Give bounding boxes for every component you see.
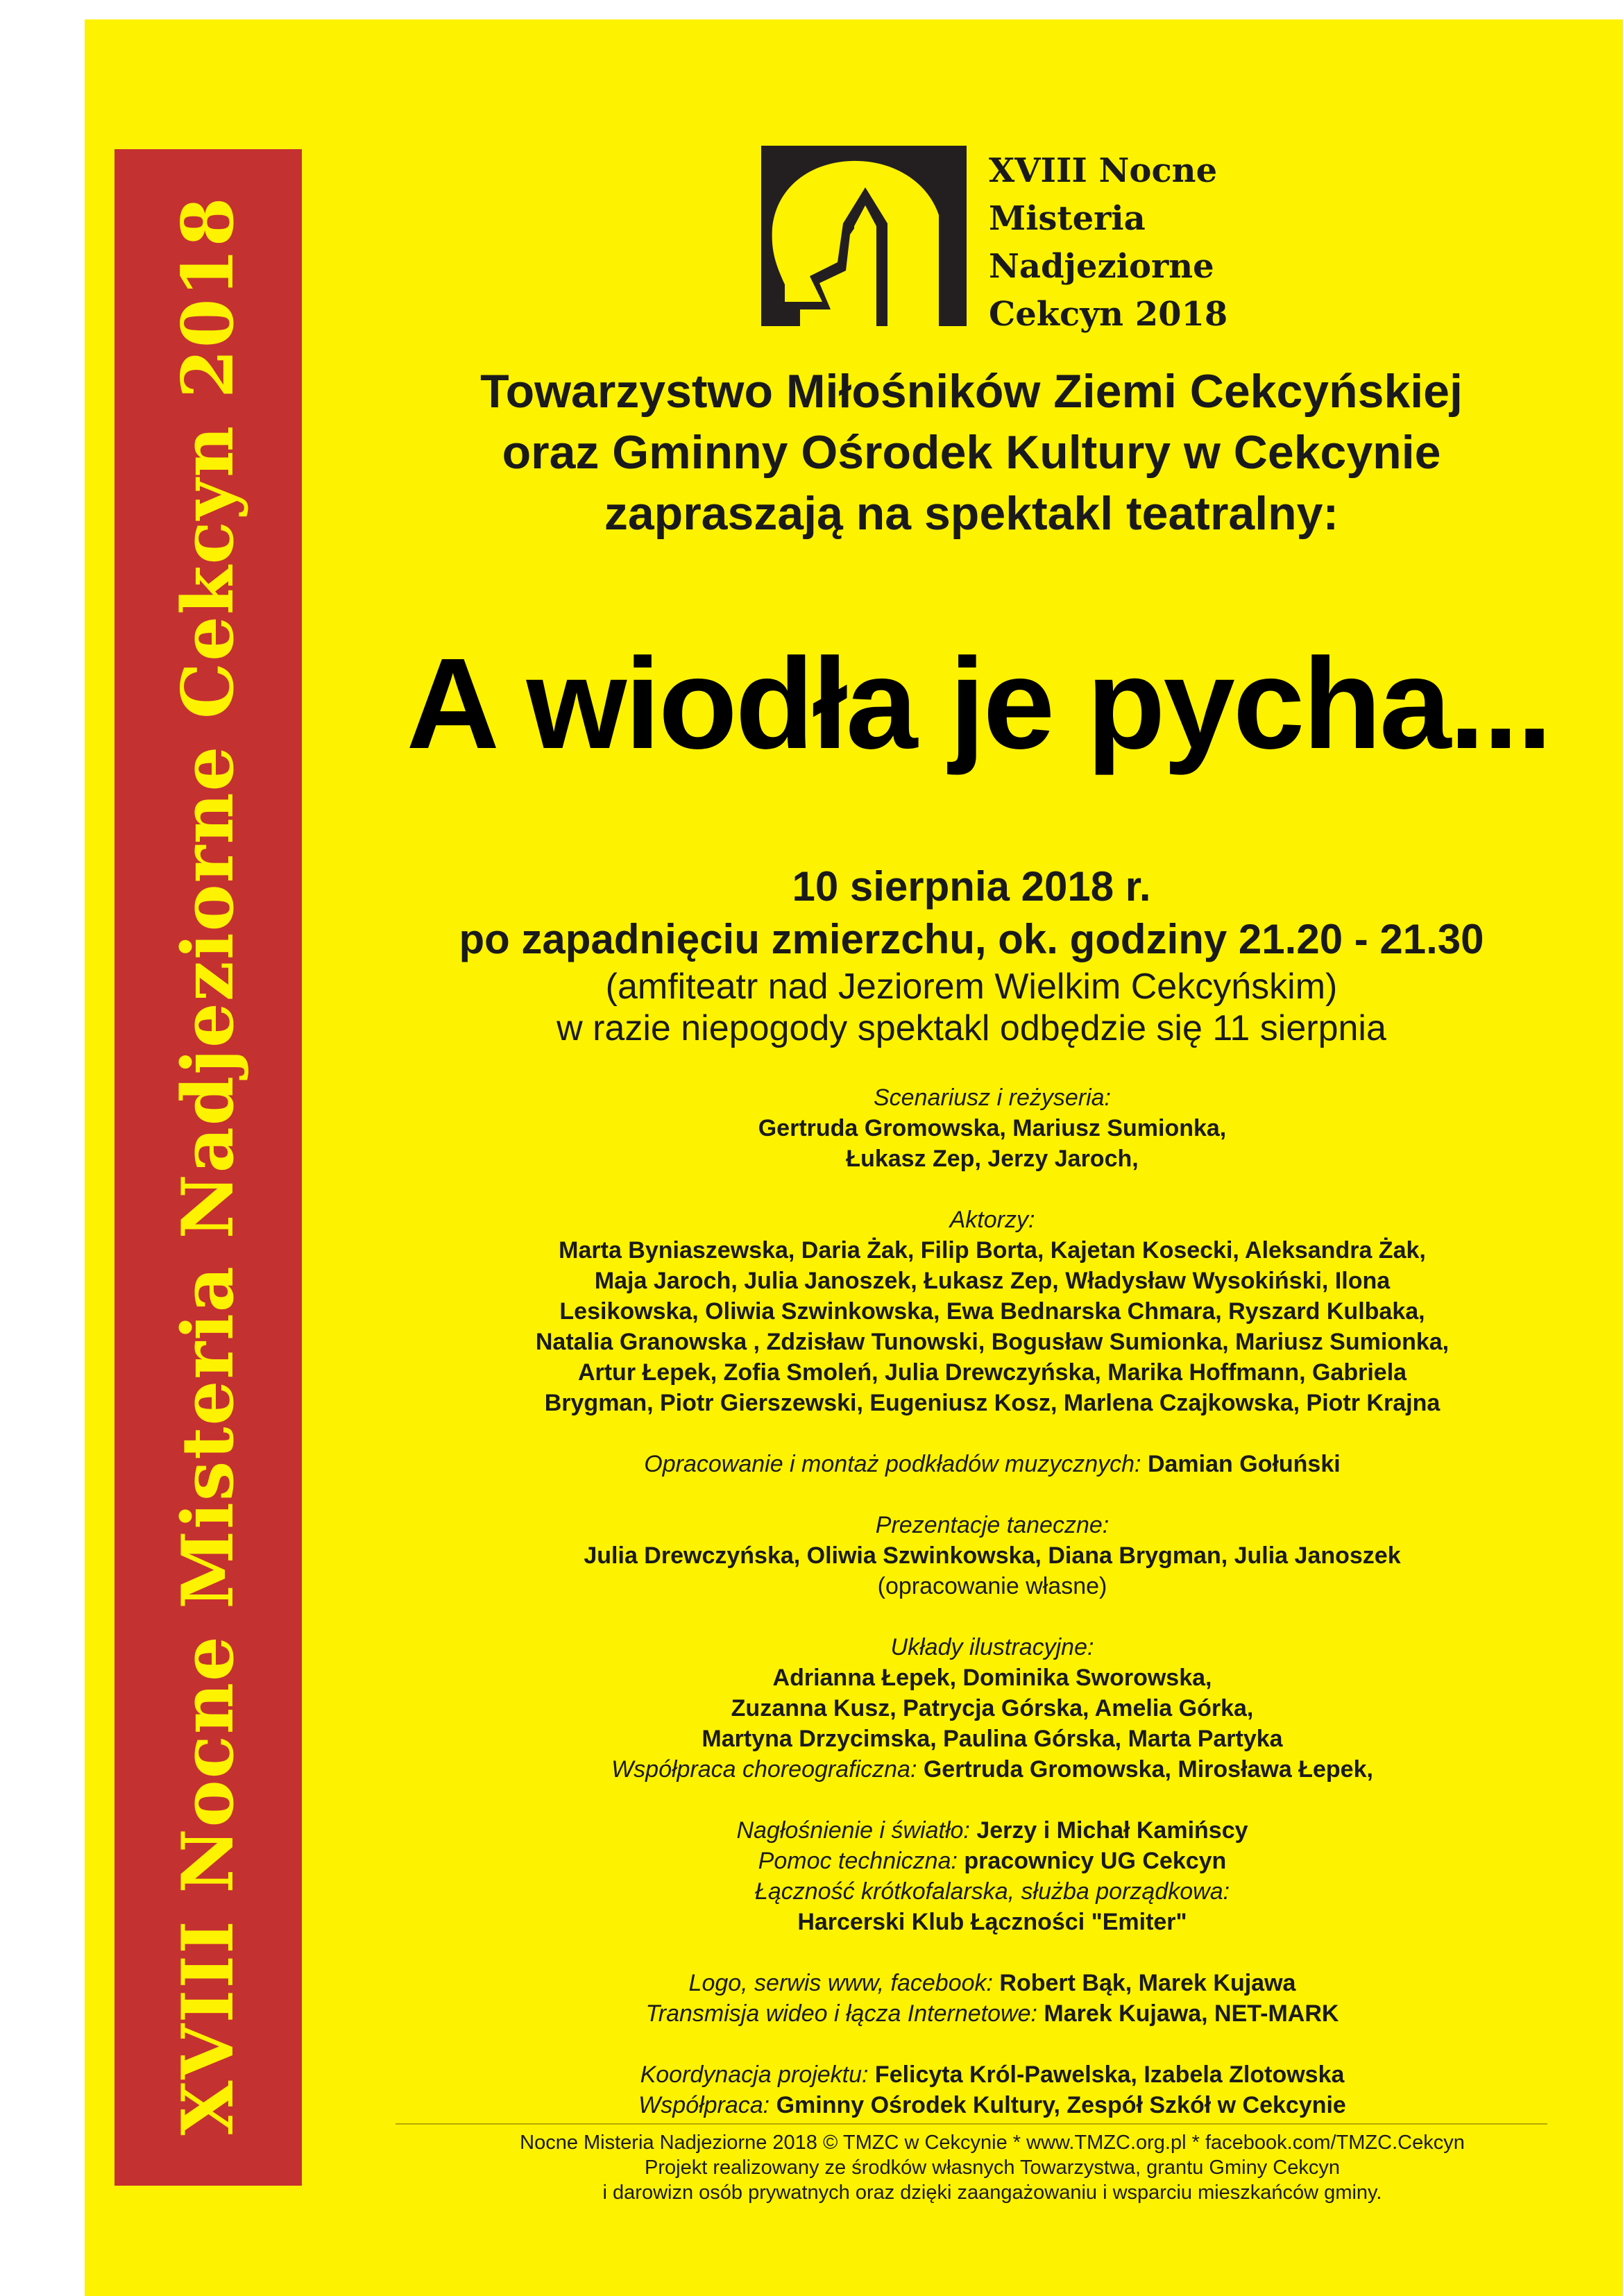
actors-line: Marta Byniaszewska, Daria Żak, Filip Borta, Kajetan Kosecki, Aleksandra Żak, — [559, 1237, 1426, 1264]
illus-line: Zuzanna Kusz, Patrycja Górska, Amelia Górka, — [731, 1695, 1254, 1721]
actors-line: Natalia Granowska , Zdzisław Tunowski, Bogusław Sumionka, Mariusz Sumionka, — [535, 1329, 1450, 1355]
music-label: Opracowanie i montaż podkładów muzycznych: — [644, 1451, 1141, 1477]
script-line-2: Łukasz Zep, Jerzy Jaroch, — [846, 1146, 1139, 1172]
sound-names: Jerzy i Michał Kamińscy — [976, 1817, 1248, 1844]
radio-names: Harcerski Klub Łączności "Emiter" — [797, 1909, 1187, 1935]
coord-label: Koordynacja projektu: — [640, 2061, 869, 2088]
logo-credit-label: Logo, serwis www, facebook: — [688, 1970, 993, 1996]
event-date: 10 sierpnia 2018 r. — [792, 863, 1151, 910]
music-name: Damian Gołuński — [1147, 1451, 1341, 1477]
coop-label: Współpraca: — [638, 2092, 770, 2118]
tech-label: Pomoc techniczna: — [758, 1848, 958, 1874]
logo-credit-names: Robert Bąk, Marek Kujawa — [999, 1970, 1296, 1996]
logo-line-3: Nadjeziorne — [989, 247, 1214, 286]
dance-names: Julia Drewczyńska, Oliwia Szwinkowska, Diana Brygman, Julia Janoszek — [584, 1542, 1401, 1569]
credits-block — [389, 1082, 1596, 2120]
event-time: po zapadnięciu zmierzchu, ok. godziny 21.20 - 21.30 — [459, 916, 1484, 962]
radio-label: Łączność krótkofalarska, służba porządkowa: — [754, 1878, 1230, 1905]
intro-line-1: Towarzystwo Miłośników Ziemi Cekcyńskiej — [480, 365, 1463, 418]
logo-line-4: Cekcyn 2018 — [989, 295, 1228, 334]
illus-line: Martyna Drzycimska, Paulina Górska, Marta Partyka — [702, 1726, 1283, 1752]
actors-line: Lesikowska, Oliwia Szwinkowska, Ewa Bednarska Chmara, Ryszard Kulbaka, — [559, 1298, 1425, 1325]
actors-line: Artur Łepek, Zofia Smoleń, Julia Drewczyńska, Marika Hoffmann, Gabriela — [577, 1359, 1407, 1386]
sidebar-title: XVIII Nocne Misteria Nadjeziorne Cekcyn 2018 — [167, 196, 250, 2136]
sound-label: Nagłośnienie i światło: — [736, 1817, 970, 1844]
footer-line-2: Projekt realizowany ze środków własnych Towarzystwa, grantu Gminy Cekcyn — [645, 2157, 1340, 2179]
event-info — [361, 860, 1582, 1049]
show-title: A wiodła je pycha... — [406, 632, 1551, 776]
logo-text — [989, 147, 1227, 339]
intro-block — [361, 361, 1582, 544]
logo-line-1: XVIII Nocne — [989, 151, 1218, 190]
dance-label: Prezentacje taneczne: — [875, 1512, 1110, 1538]
actors-label: Aktorzy: — [949, 1207, 1035, 1233]
script-line-1: Gertruda Gromowska, Mariusz Sumionka, — [758, 1115, 1227, 1141]
logo-line-2: Misteria — [989, 199, 1146, 238]
footer-divider — [396, 2123, 1547, 2125]
dance-note: (opracowanie własne) — [877, 1573, 1107, 1599]
video-names: Marek Kujawa, NET-MARK — [1044, 2000, 1339, 2027]
actors-line: Maja Jaroch, Julia Janoszek, Łukasz Zep, Władysław Wysokiński, Ilona — [594, 1268, 1391, 1294]
intro-line-2: oraz Gminny Ośrodek Kultury w Cekcynie — [502, 426, 1441, 479]
intro-line-3: zapraszają na spektakl teatralny: — [604, 487, 1339, 540]
illus-label: Układy ilustracyjne: — [890, 1634, 1094, 1660]
footer-line-1: Nocne Misteria Nadjeziorne 2018 © TMZC w Cekcynie * www.TMZC.org.pl * facebook.com/TMZC.Cekcyn — [520, 2132, 1465, 2154]
actors-line: Brygman, Piotr Gierszewski, Eugeniusz Kosz, Marlena Czajkowska, Piotr Krajna — [544, 1390, 1441, 1416]
footer — [389, 2130, 1596, 2205]
illus-line: Adrianna Łepek, Dominika Sworowska, — [772, 1665, 1212, 1691]
event-place: (amfiteatr nad Jeziorem Wielkim Cekcyńskim) — [605, 967, 1338, 1007]
coop-names: Gminny Ośrodek Kultury, Zespół Szkół w Cekcynie — [776, 2092, 1346, 2118]
video-label: Transmisja wideo i łącza Internetowe: — [645, 2000, 1037, 2027]
footer-line-3: i darowizn osób prywatnych oraz dzięki zaangażowaniu i wsparciu mieszkańców gminy. — [602, 2182, 1382, 2204]
coord-names: Felicyta Król-Pawelska, Izabela Zlotowska — [874, 2061, 1345, 2088]
event-rain-date: w razie niepogody spektakl odbędzie się 11 sierpnia — [556, 1008, 1386, 1048]
choreo-label: Współpraca choreograficzna: — [611, 1756, 917, 1783]
tech-names: pracownicy UG Cekcyn — [964, 1848, 1227, 1874]
choreo-names: Gertruda Gromowska, Mirosława Łepek, — [923, 1756, 1373, 1783]
script-label: Scenariusz i reżyseria: — [873, 1085, 1111, 1111]
church-moon-logo-icon — [761, 146, 967, 326]
